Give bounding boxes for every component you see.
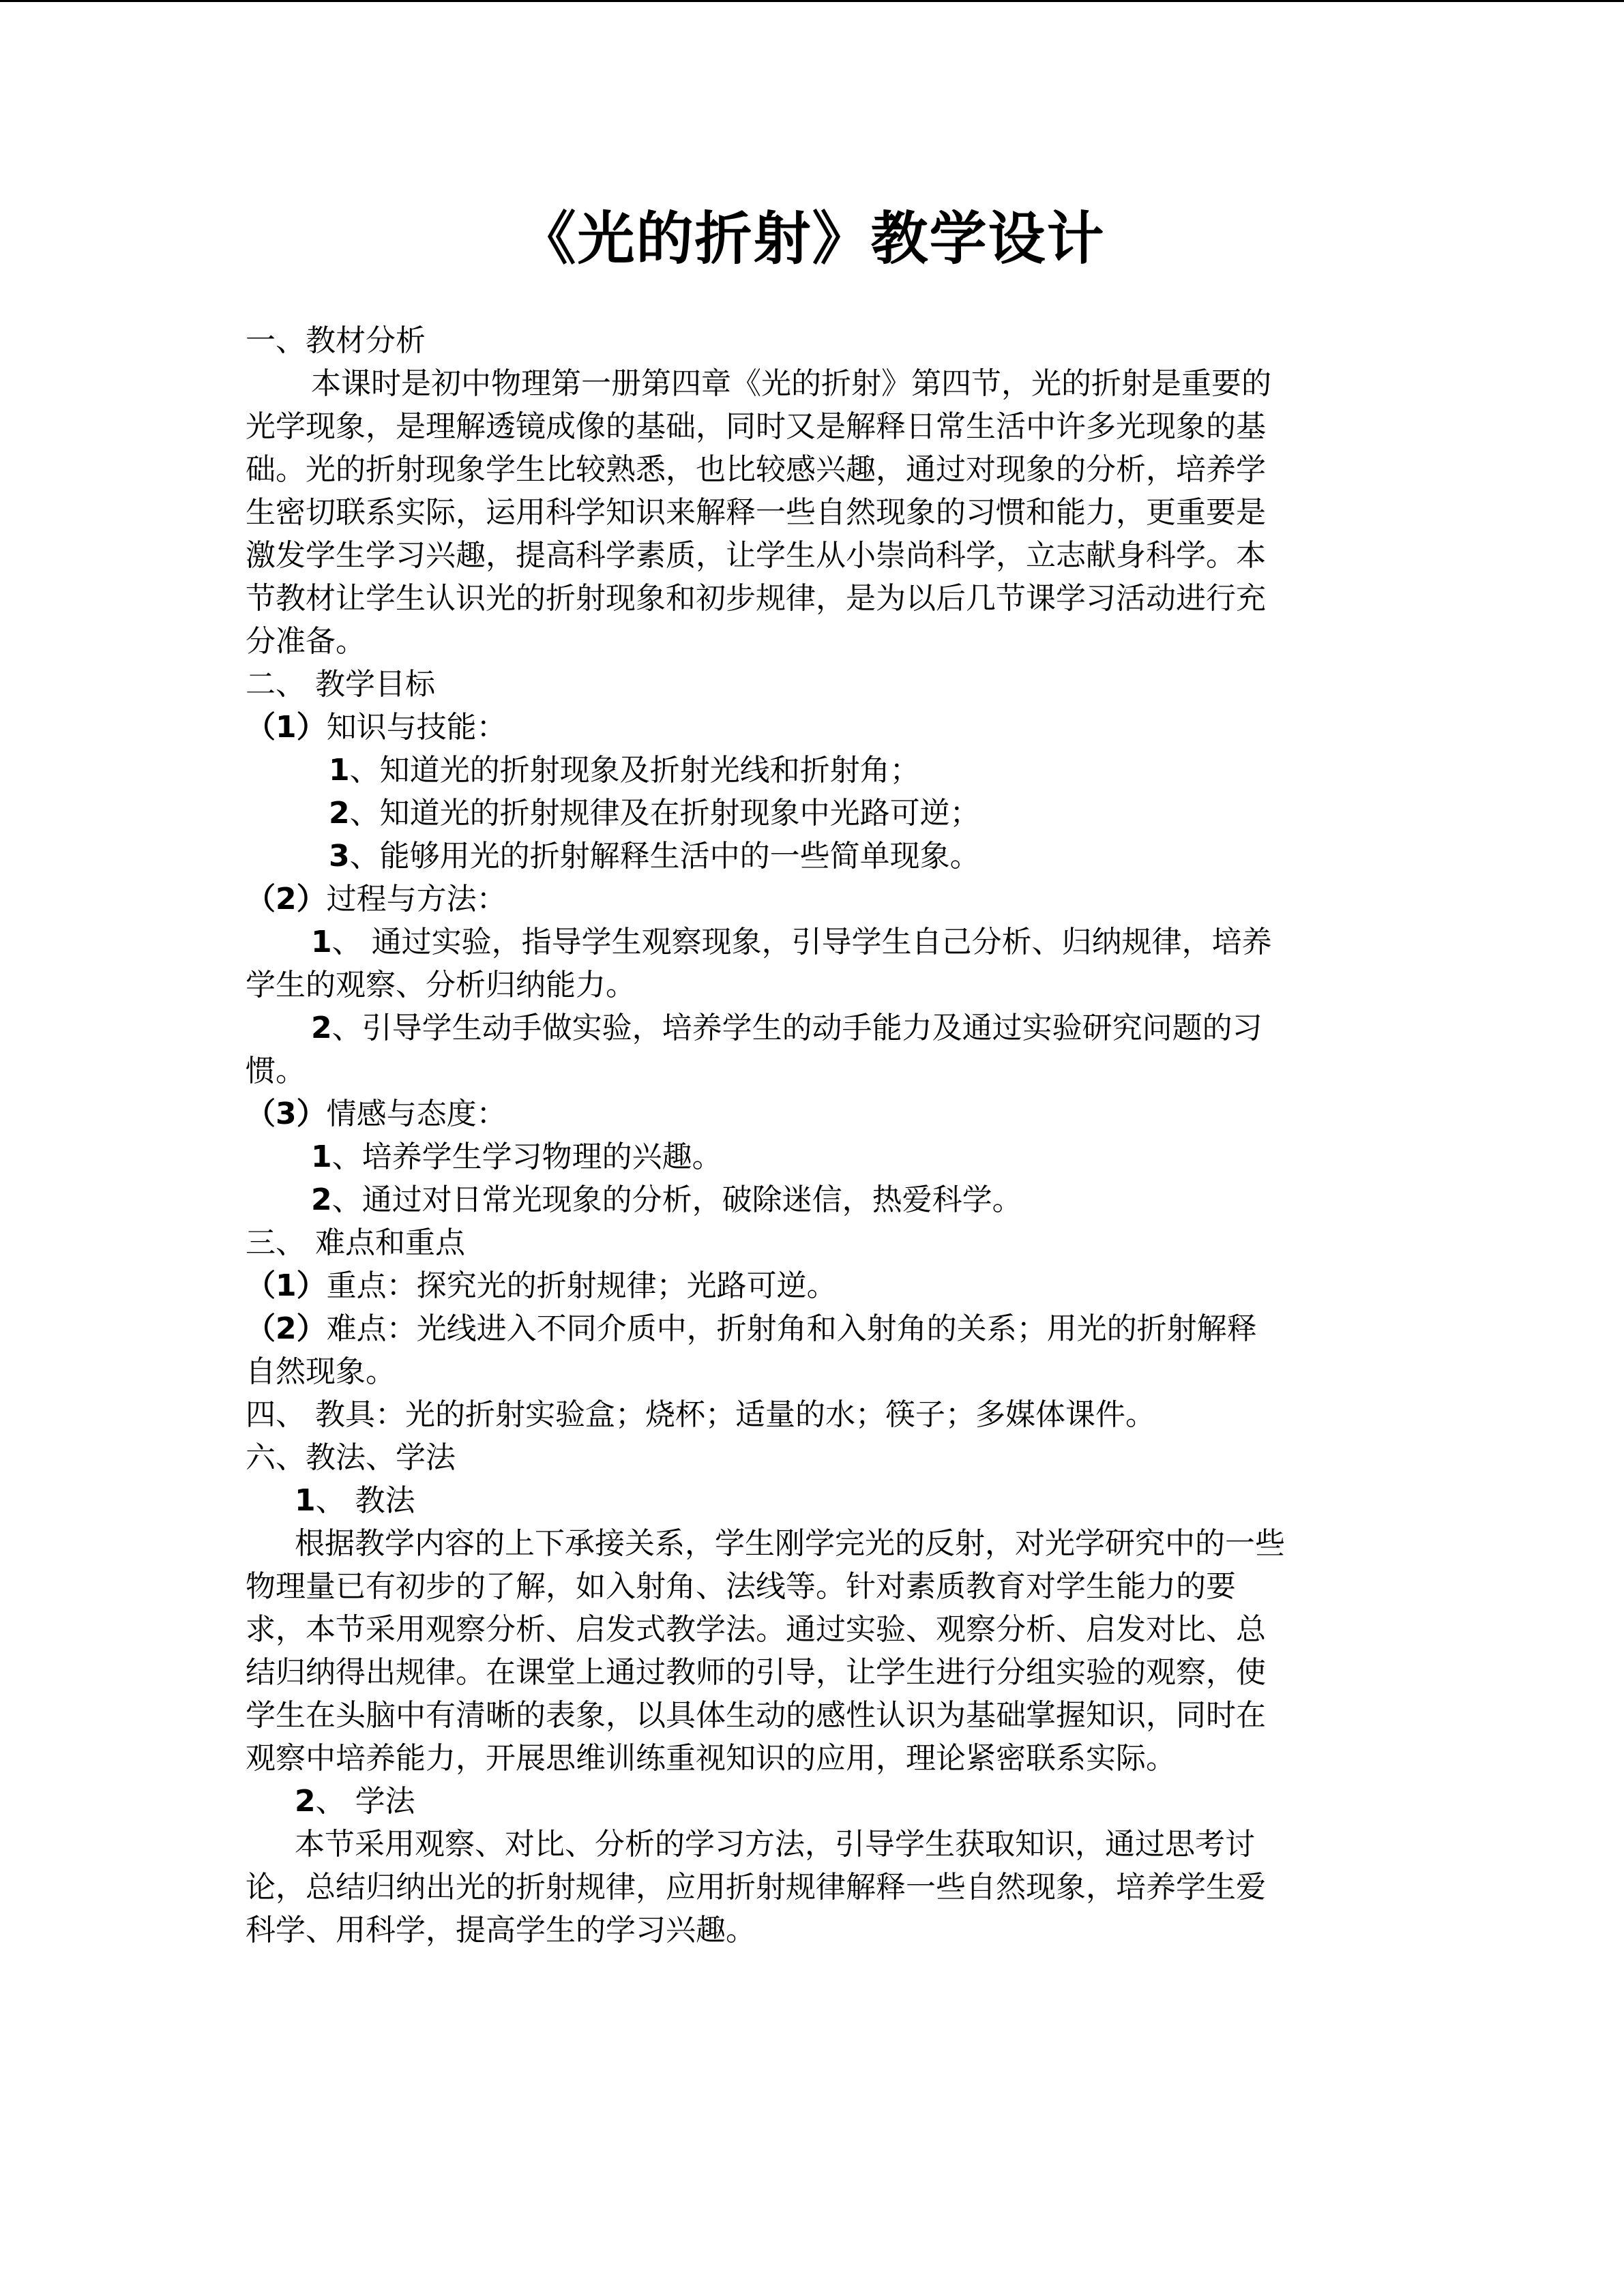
list-item-number: 2: [329, 796, 350, 831]
document-title: 《光的折射》教学设计: [518, 205, 1106, 272]
list-item: [246, 921, 1391, 964]
subheading-text: 、 学法: [315, 1784, 415, 1819]
section-heading-teaching-goals: 二、 教学目标: [246, 667, 435, 702]
list-item: [246, 792, 1391, 835]
difficult-point-text: 难点：光线进入不同介质中，折射角和入射角的关系；用光的折射解释: [326, 1311, 1257, 1346]
list-item-text: 、知道光的折射规律及在折射现象中光路可逆；: [349, 796, 980, 831]
list-item: [246, 835, 1391, 878]
difficult-point-number: （2）: [246, 1311, 327, 1346]
list-item-continuation: 惯。: [246, 1054, 306, 1088]
paragraph-line: 本课时是初中物理第一册第四章《光的折射》第四节，光的折射是重要的: [311, 366, 1271, 401]
section-heading-textbook-analysis: 一、教材分析: [246, 323, 426, 358]
paragraph-line: 科学、用科学，提高学生的学习兴趣。: [246, 1913, 756, 1948]
list-item-number: 3: [329, 839, 350, 874]
list-item-number: 2: [311, 1182, 332, 1217]
list-item-text: 、引导学生动手做实验，培养学生的动手能力及通过实验研究问题的习: [331, 1011, 1263, 1045]
list-item-number: 1: [311, 925, 332, 959]
paragraph-line: 础。光的折射现象学生比较熟悉，也比较感兴趣，通过对现象的分析，培养学: [246, 452, 1266, 487]
list-item-text: 、能够用光的折射解释生活中的一些简单现象。: [349, 839, 980, 874]
subheading-number: （1）: [246, 710, 327, 745]
list-item-number: 1: [311, 1139, 332, 1174]
subheading-text: 知识与技能：: [326, 710, 507, 745]
list-item-number: 2: [311, 1011, 332, 1045]
subheading-number: 1: [295, 1483, 316, 1518]
list-item-text: 、知道光的折射现象及折射光线和折射角；: [349, 753, 920, 788]
difficult-point-continuation: 自然现象。: [246, 1354, 396, 1389]
section-heading-difficulties-keypoints: 三、 难点和重点: [246, 1225, 465, 1260]
list-item: [246, 1135, 1391, 1178]
subheading-text: 情感与态度：: [326, 1097, 507, 1131]
section-heading-methods: 六、教法、学法: [246, 1440, 456, 1475]
subheading-emotion-attitude: [246, 1092, 1391, 1135]
subheading-knowledge-skills: [246, 706, 1391, 749]
key-point-number: （1）: [246, 1268, 327, 1303]
paragraph-line: 生密切联系实际，运用科学知识来解释一些自然现象的习惯和能力，更重要是: [246, 495, 1266, 530]
subheading-text: 、 教法: [315, 1483, 415, 1518]
list-item: [246, 1007, 1391, 1049]
list-item: [246, 1178, 1391, 1221]
subheading-learning-method: [246, 1780, 1391, 1823]
paragraph-line: 结归纳得出规律。在课堂上通过教师的引导，让学生进行分组实验的观察，使: [246, 1655, 1266, 1690]
key-point: [246, 1264, 1391, 1307]
paragraph-line: 分准备。: [246, 624, 366, 659]
subheading-teaching-method: [246, 1479, 1391, 1522]
paragraph-line: 激发学生学习兴趣，提高科学素质，让学生从小崇尚科学，立志献身科学。本: [246, 538, 1266, 573]
document-body: [246, 319, 1391, 1952]
list-item-text: 、 通过实验，指导学生观察现象，引导学生自己分析、归纳规律，培养: [331, 925, 1272, 959]
paragraph-line: 光学现象，是理解透镜成像的基础，同时又是解释日常生活中许多光现象的基: [246, 409, 1266, 444]
subheading-process-methods: [246, 878, 1391, 921]
list-item-text: 、培养学生学习物理的兴趣。: [331, 1139, 722, 1174]
paragraph-line: 根据教学内容的上下承接关系，学生刚学完光的反射，对光学研究中的一些: [295, 1526, 1285, 1561]
paragraph-line: 物理量已有初步的了解，如入射角、法线等。针对素质教育对学生能力的要: [246, 1569, 1236, 1604]
key-point-text: 重点：探究光的折射规律；光路可逆。: [326, 1268, 837, 1303]
section-heading-teaching-aids: 四、 教具：光的折射实验盒；烧杯；适量的水；筷子；多媒体课件。: [246, 1397, 1155, 1432]
list-item-text: 、通过对日常光现象的分析，破除迷信，热爱科学。: [331, 1182, 1022, 1217]
subheading-number: （3）: [246, 1097, 327, 1131]
page-top-border: [0, 0, 1624, 2]
subheading-number: （2）: [246, 882, 327, 916]
list-item-number: 1: [329, 753, 350, 788]
difficult-point: [246, 1307, 1391, 1350]
paragraph-line: 求，本节采用观察分析、启发式教学法。通过实验、观察分析、启发对比、总: [246, 1612, 1266, 1647]
paragraph-line: 学生在头脑中有清晰的表象，以具体生动的感性认识为基础掌握知识，同时在: [246, 1698, 1266, 1733]
paragraph-line: 论，总结归纳出光的折射规律，应用折射规律解释一些自然现象，培养学生爱: [246, 1870, 1266, 1905]
list-item-continuation: 学生的观察、分析归纳能力。: [246, 968, 636, 1002]
subheading-number: 2: [295, 1784, 316, 1819]
paragraph-line: 本节采用观察、对比、分析的学习方法，引导学生获取知识，通过思考讨: [295, 1827, 1255, 1862]
paragraph-line: 观察中培养能力，开展思维训练重视知识的应用，理论紧密联系实际。: [246, 1741, 1176, 1776]
list-item: [246, 749, 1391, 792]
subheading-text: 过程与方法：: [326, 882, 507, 916]
paragraph-line: 节教材让学生认识光的折射现象和初步规律，是为以后几节课学习活动进行充: [246, 581, 1266, 616]
